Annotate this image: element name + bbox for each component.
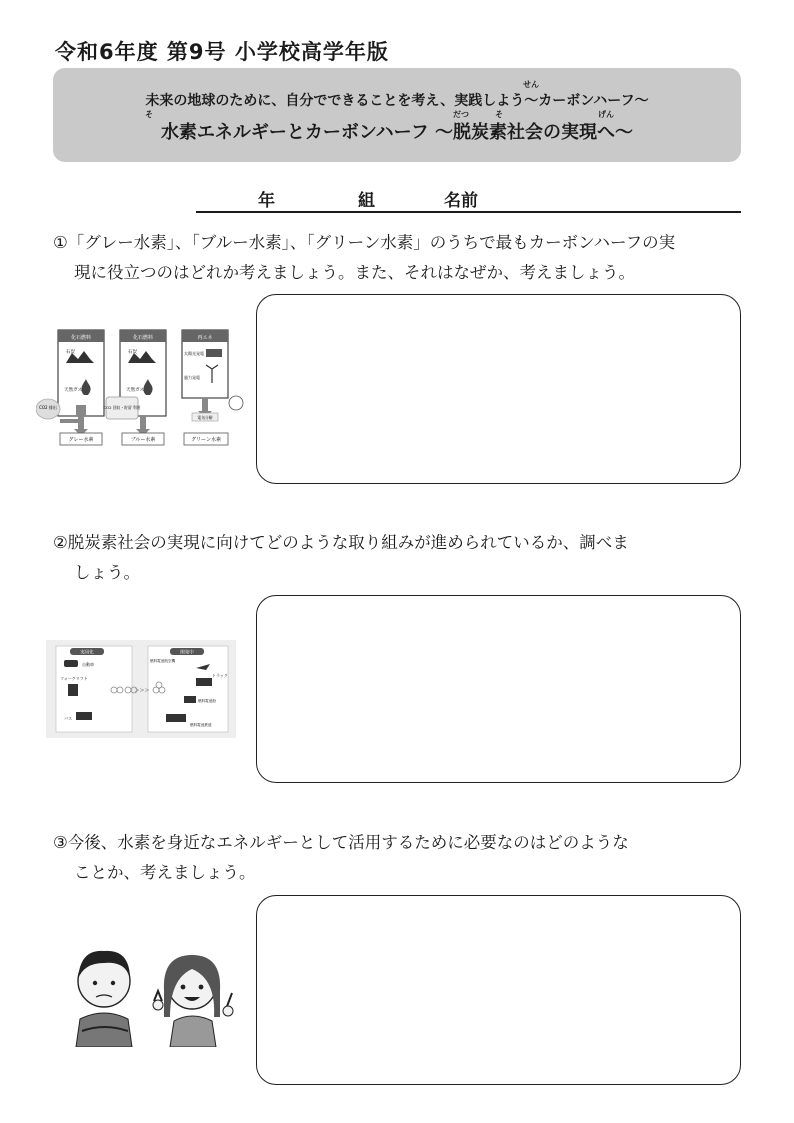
name-underline (196, 211, 741, 213)
page-title: 令和6年度 第9号 小学校高学年版 (55, 40, 389, 64)
answer-box-3[interactable] (256, 895, 741, 1085)
ruby-datsu: だつ (453, 110, 469, 119)
hydrogen-types-diagram (36, 325, 246, 455)
co2-capture-box (103, 397, 140, 419)
col1-top-label: 化石燃料 (70, 335, 92, 341)
question-2-line-2: しょう。 (74, 563, 140, 582)
practical-use-label: 実用化 (80, 650, 94, 656)
solar-label: 太陽光発電 (184, 351, 204, 356)
in-development-label: 開発中 (180, 650, 194, 656)
wind-label: 風力発電 (184, 375, 200, 380)
smiling-girl (153, 955, 233, 1047)
question-2-line-1: ②脱炭素社会の実現に向けてどのような取り組みが進められているか、調べま (53, 533, 629, 552)
coal-label-2: 石炭 (128, 350, 137, 355)
question-3-line-2: ことか、考えましょう。 (74, 863, 256, 882)
answer-box-2[interactable] (256, 595, 741, 783)
forklift-icon (68, 684, 78, 696)
col3-top-label: 再エネ (197, 335, 213, 341)
ruby-so-2: そ (495, 110, 503, 119)
co2-release-cloud (36, 399, 60, 419)
train-icon (166, 714, 186, 722)
bus-icon (76, 712, 92, 720)
ruby-sen: せん (523, 80, 539, 89)
question-3 (53, 828, 753, 888)
truck-icon (196, 678, 212, 686)
ship-icon (184, 696, 196, 703)
fc-plane-label: 燃料電池航空機 (150, 659, 176, 663)
green-hydrogen-column (182, 330, 228, 398)
header-banner (53, 68, 741, 162)
car-icon (64, 660, 78, 667)
ruby-so: そ (145, 110, 153, 119)
electrolysis-label: 電気分解 (197, 415, 213, 420)
co2-release-label: CO2 排出 (39, 405, 57, 410)
answer-box-1[interactable] (256, 294, 741, 484)
gas-label: 天然ガス (64, 388, 82, 393)
coal-label: 石炭 (66, 350, 75, 355)
water-drop-icon (229, 396, 243, 410)
col2-top-label: 化石燃料 (132, 335, 154, 341)
hydrogen-applications-diagram (46, 640, 236, 738)
question-3-line-1: ③今後、水素を身近なエネルギーとして活用するために必要なのはどのような (53, 833, 629, 852)
question-1 (53, 228, 753, 288)
bus-label: バス (64, 716, 72, 721)
banner-main-title: 水素エネルギーとカーボンハーフ ～脱炭素社会の実現へ～ (160, 122, 634, 143)
gray-hydrogen-column (58, 330, 104, 416)
electrolysis-box (192, 396, 243, 421)
hydrogen-labels (60, 433, 228, 445)
green-hydrogen-label: グリーン水素 (191, 437, 221, 443)
truck-label: トラック (212, 673, 228, 678)
name-label: 名前 (444, 191, 478, 211)
blue-hydrogen-label: ブルー水素 (130, 437, 156, 443)
children-illustration (66, 935, 246, 1047)
fc-train-label: 燃料電池鉄道 (190, 723, 212, 727)
forklift-label: フォークリフト (60, 676, 88, 681)
year-label: 年 (258, 191, 275, 211)
question-2 (53, 528, 753, 588)
car-label: 自動車 (82, 662, 94, 667)
thinking-boy (76, 951, 132, 1047)
ruby-gen: げん (598, 110, 614, 119)
gray-hydrogen-label: グレー水素 (68, 437, 94, 443)
question-1-line-1: ①「グレー水素」、「ブルー水素」、「グリーン水素」のうちで最もカーボンハーフの実 (53, 233, 676, 252)
fc-ship-label: 燃料電池船 (198, 699, 216, 703)
co2-capture-label: CO2 回収・貯留 利用 (103, 405, 141, 410)
class-label: 組 (358, 191, 375, 211)
gas-label-2: 天然ガス (126, 388, 144, 393)
banner-subtitle: 未来の地球のために、自分でできることを考え、実践しよう～カーボンハーフ～ (145, 93, 649, 109)
svg-text:>>>: >>> (134, 687, 150, 694)
solar-panel-icon (206, 349, 222, 357)
question-1-line-2: 現に役立つのはどれか考えましょう。また、それはなぜか、考えましょう。 (74, 263, 635, 282)
